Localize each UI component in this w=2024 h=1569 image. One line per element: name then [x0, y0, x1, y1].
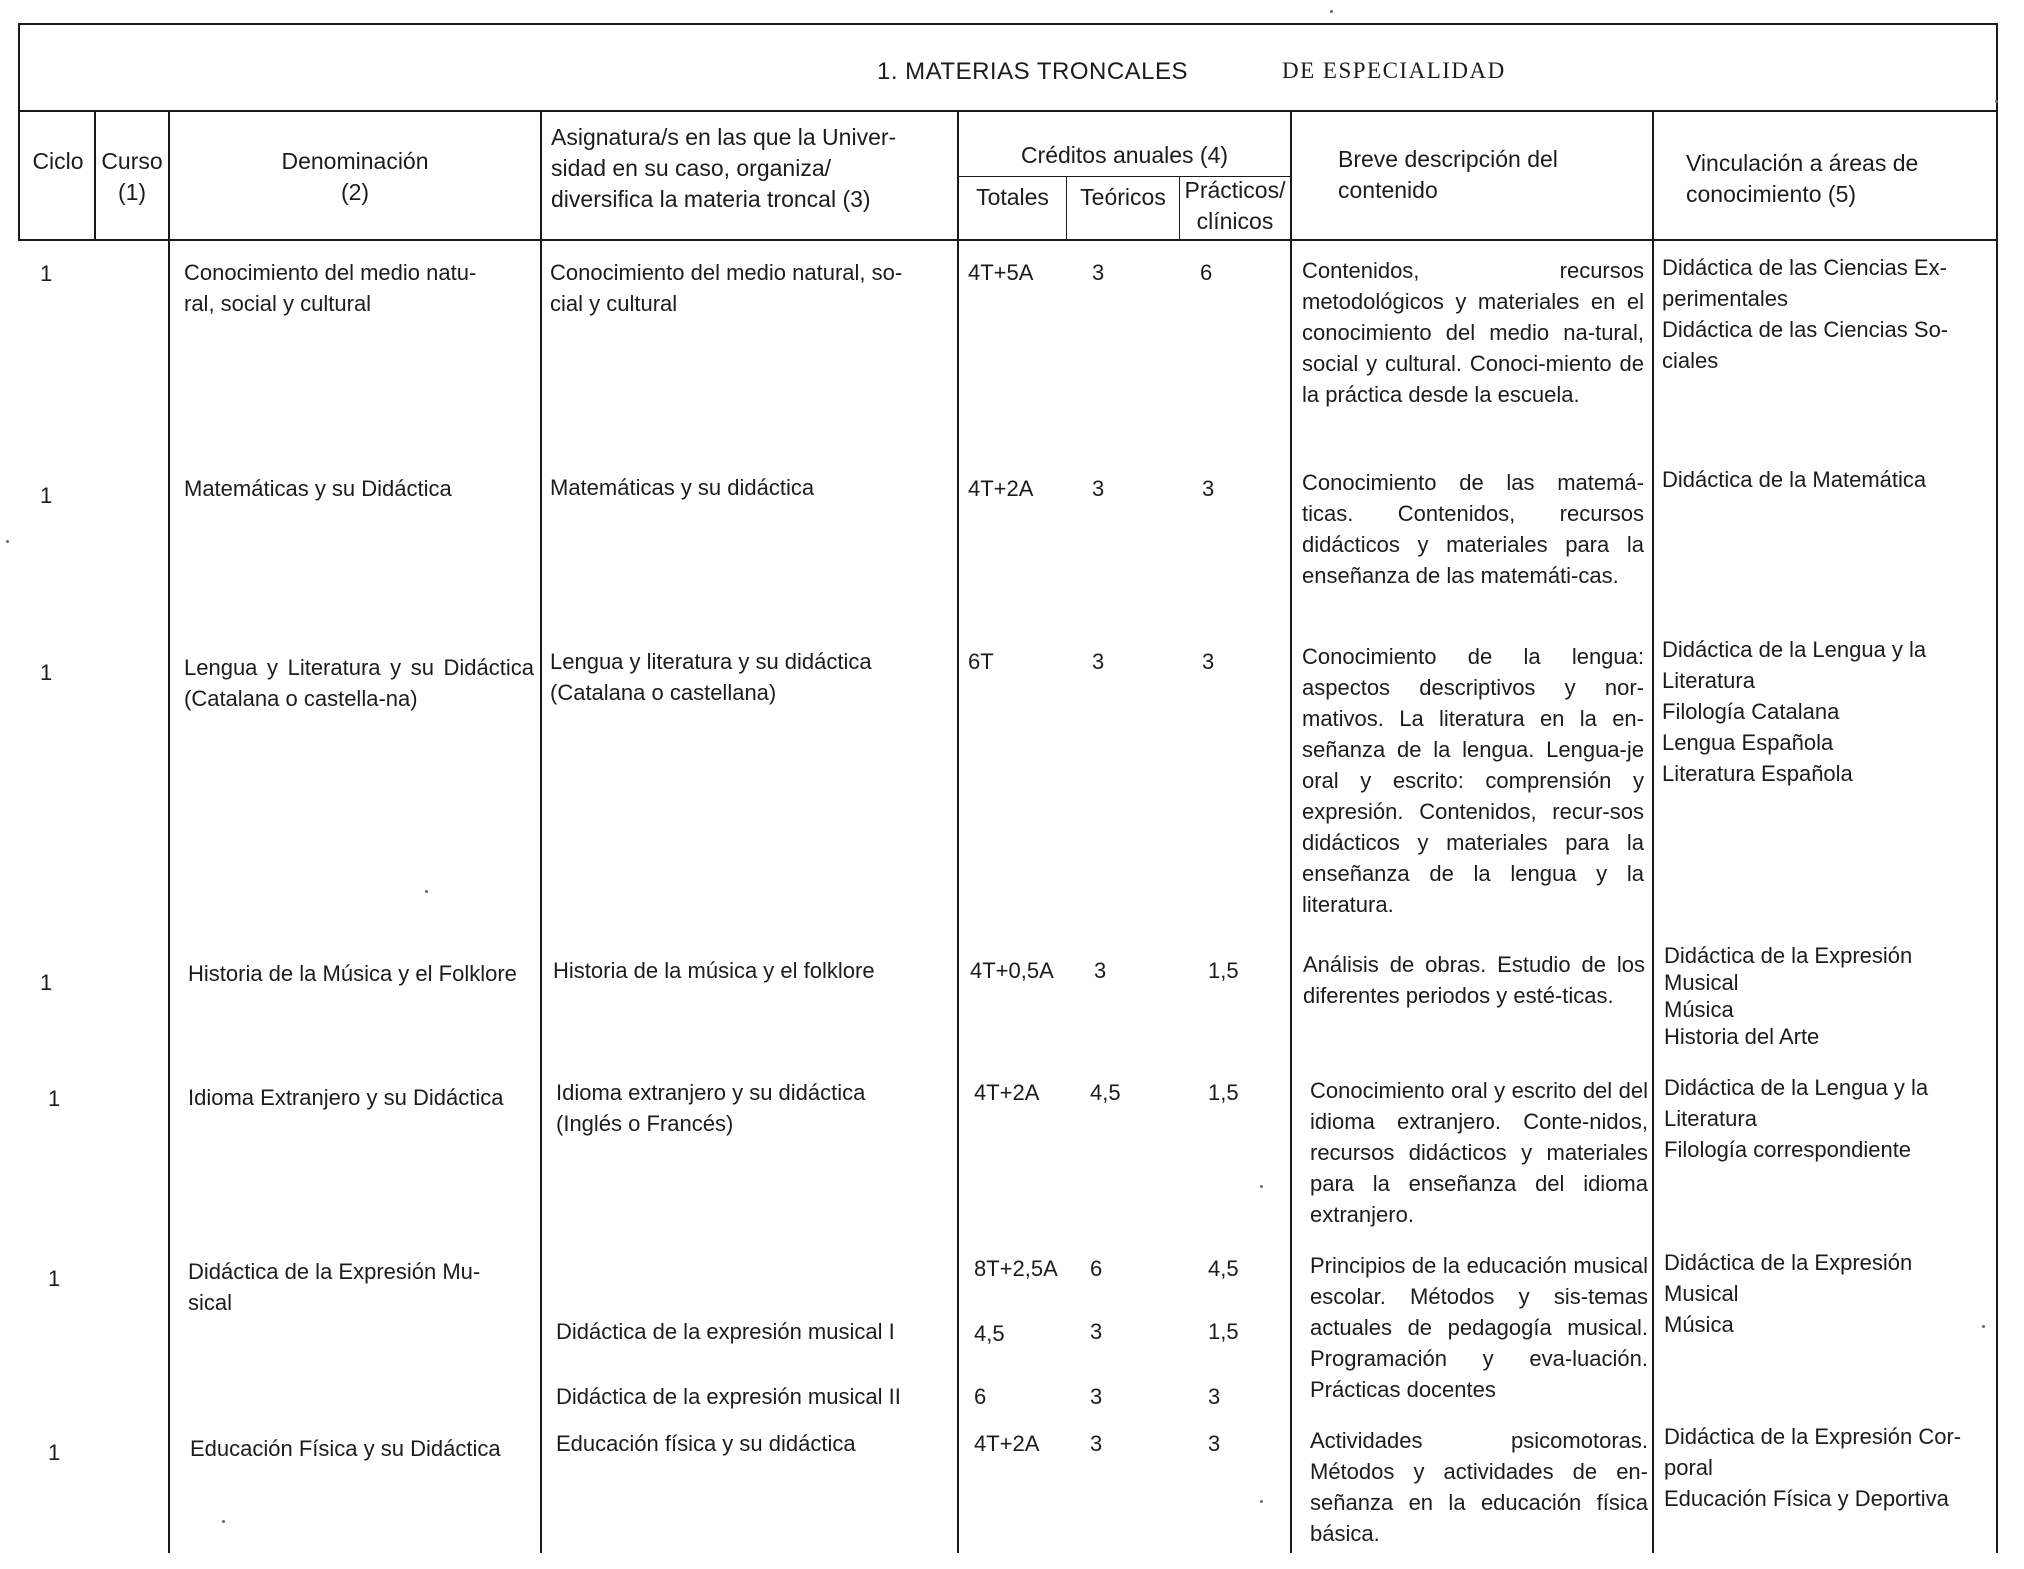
row4-denominacion: Historia de la Música y el Folklore: [188, 961, 517, 986]
row2-ciclo: 1: [40, 483, 53, 508]
row6-totales: 8T+2,5A: [974, 1256, 1058, 1281]
row3-denominacion: Lengua y Literatura y su Didáctica (Catalana o castella-na): [184, 655, 534, 711]
col-divider-denominacion: [540, 111, 542, 1553]
row3-vinculacion: Didáctica de la Lengua y la Literatura Filología Catalana Lengua Española Literatura Española: [1662, 637, 1927, 786]
row4-teoricos: 3: [1094, 958, 1107, 983]
row2-vinculacion: Didáctica de la Matemática: [1662, 467, 1927, 492]
row5-totales: 4T+2A: [974, 1080, 1040, 1105]
row6-sub1-asignatura: Didáctica de la expresión musical I: [556, 1319, 895, 1344]
scan-speck: [6, 540, 9, 543]
row1-ciclo: 1: [40, 261, 53, 286]
row4-totales: 4T+0,5A: [970, 958, 1054, 983]
row1-totales: 4T+5A: [968, 260, 1034, 285]
row4-vinculacion: Didáctica de la Expresión Musical Música Historia del Arte: [1664, 943, 1913, 1049]
row5-practicos: 1,5: [1208, 1080, 1239, 1105]
row2-teoricos: 3: [1092, 476, 1105, 501]
row1-teoricos: 3: [1092, 260, 1105, 285]
header-creditos: Créditos anuales (4): [1020, 142, 1229, 168]
row6-sub2-practicos: 3: [1208, 1384, 1221, 1409]
row7-totales: 4T+2A: [974, 1431, 1040, 1456]
row7-teoricos: 3: [1090, 1431, 1103, 1456]
row3-ciclo: 1: [40, 660, 53, 685]
table-left-border: [18, 23, 20, 240]
row6-sub2-asignatura: Didáctica de la expresión musical II: [556, 1384, 901, 1409]
row4-asignatura: Historia de la música y el folklore: [553, 958, 875, 983]
scan-speck: [1330, 10, 1333, 13]
header-descripcion: Breve descripción del contenido: [1338, 146, 1558, 203]
row7-denominacion: Educación Física y su Didáctica: [190, 1436, 501, 1461]
row7-asignatura: Educación física y su didáctica: [556, 1431, 856, 1456]
row3-descripcion: Conocimiento de la lengua: aspectos descriptivos y nor-mativos. La literatura en la en-señanza de la lengua. Lengua-je oral y escrito: comprensión y expresión. Contenidos, recur-sos didácticos y materiales para la enseñanza de la lengua y la literatura.: [1302, 644, 1644, 917]
row1-vinculacion: Didáctica de las Ciencias Ex- perimentales Didáctica de las Ciencias So- ciales: [1662, 255, 1949, 373]
col-divider-curso: [168, 111, 170, 1553]
row2-denominacion: Matemáticas y su Didáctica: [184, 476, 452, 501]
scan-speck: [425, 890, 428, 893]
row3-teoricos: 3: [1092, 649, 1105, 674]
table-right-border: [1996, 23, 1998, 1553]
header-bottom-border: [18, 239, 1998, 241]
row1-practicos: 6: [1200, 260, 1213, 285]
row6-sub2-totales: 6: [974, 1384, 987, 1409]
row3-practicos: 3: [1202, 649, 1215, 674]
row6-denominacion: Didáctica de la Expresión Mu- sical: [188, 1259, 481, 1315]
row2-practicos: 3: [1202, 476, 1215, 501]
header-teoricos: Teóricos: [1080, 184, 1166, 210]
row7-ciclo: 1: [48, 1440, 61, 1465]
header-denominacion: Denominación (2): [281, 148, 429, 205]
scan-speck: [1995, 100, 1998, 103]
row1-denominacion: Conocimiento del medio natu- ral, social y cultural: [184, 260, 477, 316]
section-title-suffix: DE ESPECIALIDAD: [1282, 58, 1506, 83]
row7-practicos: 3: [1208, 1431, 1221, 1456]
row6-ciclo: 1: [48, 1266, 61, 1291]
scan-speck: [222, 1520, 225, 1523]
row6-teoricos: 6: [1090, 1256, 1103, 1281]
row6-sub1-practicos: 1,5: [1208, 1319, 1239, 1344]
scan-speck: [1982, 1325, 1985, 1328]
col-divider-creditos: [1290, 111, 1292, 1553]
header-vinculacion: Vinculación a áreas de conocimiento (5): [1686, 150, 1919, 207]
row3-totales: 6T: [968, 649, 994, 674]
scan-speck: [1260, 1500, 1263, 1503]
header-practicos: Prácticos/ clínicos: [1184, 177, 1286, 234]
row2-descripcion: Conocimiento de las matemá-ticas. Contenidos, recursos didácticos y materiales para la enseñanza de las matemáti-cas.: [1302, 470, 1644, 588]
header-curso: Curso (1): [101, 148, 163, 205]
row5-teoricos: 4,5: [1090, 1080, 1121, 1105]
row1-descripcion: Contenidos, recursos metodológicos y materiales en el conocimiento del medio na-tural, social y cultural. Conoci-miento de la práctica desde la escuela.: [1302, 258, 1644, 407]
col-divider-descripcion: [1652, 111, 1654, 1553]
row2-asignatura: Matemáticas y su didáctica: [550, 475, 815, 500]
row5-denominacion: Idioma Extranjero y su Didáctica: [188, 1085, 504, 1110]
row3-asignatura: Lengua y literatura y su didáctica (Catalana o castellana): [550, 649, 872, 705]
scan-speck: [1260, 1185, 1263, 1188]
row5-vinculacion: Didáctica de la Lengua y la Literatura Filología correspondiente: [1664, 1075, 1929, 1162]
row7-vinculacion: Didáctica de la Expresión Cor- poral Educación Física y Deportiva: [1664, 1424, 1962, 1511]
row6-descripcion: Principios de la educación musical escolar. Métodos y sis-temas actuales de pedagogía musical. Programación y eva-luación. Prácticas docentes: [1310, 1253, 1648, 1402]
row5-asignatura: Idioma extranjero y su didáctica (Inglés o Francés): [556, 1080, 866, 1136]
row7-descripcion: Actividades psicomotoras. Métodos y actividades de en-señanza en la educación física básica.: [1310, 1428, 1648, 1546]
header-asignaturas: Asignatura/s en las que la Univer- sidad en su caso, organiza/ diversifica la materia troncal (3): [551, 124, 897, 212]
row6-vinculacion: Didáctica de la Expresión Musical Música: [1664, 1250, 1913, 1337]
col-divider-asignaturas: [957, 111, 959, 1553]
row1-asignatura: Conocimiento del medio natural, so- cial y cultural: [550, 260, 903, 316]
header-ciclo: Ciclo: [32, 148, 84, 174]
row6-sub2-teoricos: 3: [1090, 1384, 1103, 1409]
row6-practicos: 4,5: [1208, 1256, 1239, 1281]
row2-totales: 4T+2A: [968, 476, 1034, 501]
header-totales: Totales: [976, 184, 1049, 210]
row4-descripcion: Análisis de obras. Estudio de los diferentes periodos y esté-ticas.: [1303, 952, 1645, 1008]
section-title: 1. MATERIAS TRONCALES: [877, 58, 1189, 85]
row6-sub1-totales: 4,5: [974, 1321, 1005, 1346]
table-top-border: [18, 23, 1998, 25]
title-bottom-border: [18, 110, 1998, 112]
row5-descripcion: Conocimiento oral y escrito del del idioma extranjero. Conte-nidos, recursos didácticos y materiales para la enseñanza del idioma extranjero.: [1310, 1078, 1648, 1227]
row4-practicos: 1,5: [1208, 958, 1239, 983]
row5-ciclo: 1: [48, 1086, 61, 1111]
row6-sub1-teoricos: 3: [1090, 1319, 1103, 1344]
row4-ciclo: 1: [40, 970, 53, 995]
